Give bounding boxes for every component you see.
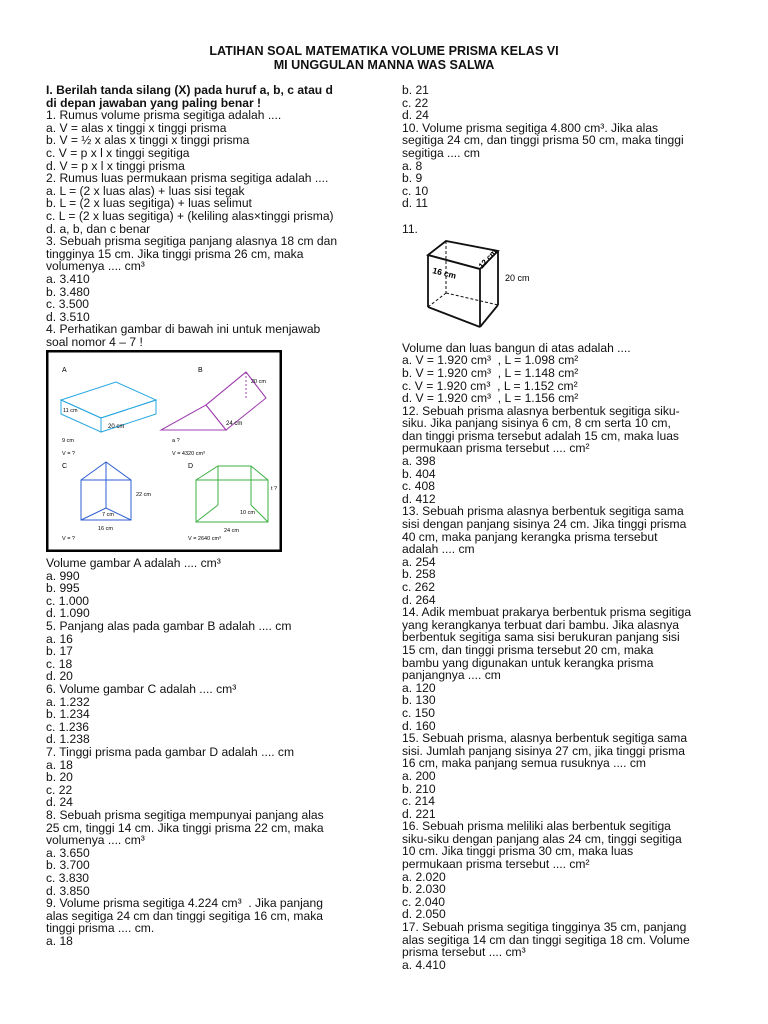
prism-c-height-label: 22 cm <box>136 492 151 499</box>
right-column-line: siku. Jika panjang sisinya 6 cm, 8 cm serta 10 cm, <box>402 416 671 431</box>
left-column-line: d. 3.510 <box>46 309 90 324</box>
title-line-1: LATIHAN SOAL MATEMATIKA VOLUME PRISMA KELAS VI <box>209 44 559 58</box>
prism-c-tri-height-label: 7 cm <box>102 512 114 519</box>
right-column-line: d. 2.050 <box>402 907 446 922</box>
left-column-line: a. 990 <box>46 568 80 583</box>
prism-b-length-label: 24 cm <box>226 421 243 428</box>
left-column-line: b. V = ½ x alas x tinggi x tinggi prisma <box>46 133 250 148</box>
right-column-line: b. V = 1.920 cm³ , L = 1.148 cm² <box>402 365 579 380</box>
left-column-line: a. 16 <box>46 631 73 646</box>
right-column-line: b. 258 <box>402 567 436 582</box>
right-column-questions <box>402 84 732 235</box>
left-column-line: d. 1.090 <box>46 606 90 621</box>
left-column-line: 5. Panjang alas pada gambar B adalah .... cm <box>46 619 292 634</box>
prism-11-height-label: 20 cm <box>505 273 530 284</box>
right-column-line: a. 2.020 <box>402 869 446 884</box>
right-column-line: prisma tersebut .... cm³ <box>402 945 526 960</box>
right-column-line: sisi. Jumlah panjang sisinya 27 cm, jika tinggi prisma <box>402 743 685 758</box>
prism-figure-abcd-svg <box>46 350 282 552</box>
left-column-line: tinggi prisma .... cm. <box>46 921 155 936</box>
left-column-line: a. V = alas x tinggi x tinggi prisma <box>46 120 227 135</box>
left-column-line: 1. Rumus volume prisma segitiga adalah .... <box>46 108 282 123</box>
prism-b-base-label: a ? <box>172 438 180 445</box>
left-column-line: b. 20 <box>46 770 73 785</box>
right-column-line: permukaan prisma tersebut .... cm² <box>402 441 590 456</box>
right-column-line: b. 210 <box>402 781 436 796</box>
right-column-line: b. 130 <box>402 693 436 708</box>
figure-label-b: B <box>198 367 203 375</box>
left-column-line: d. 20 <box>46 669 73 684</box>
right-column-line: permukaan prisma tersebut .... cm² <box>402 857 590 872</box>
left-column-line: a. 18 <box>46 933 73 948</box>
prism-d-volume-label: V = 2640 cm³ <box>188 536 221 543</box>
left-column <box>46 84 364 947</box>
left-column-line: c. 1.236 <box>46 719 90 734</box>
prism-d-tri-height-label: 10 cm <box>240 510 255 517</box>
left-column-line: volumenya .... cm³ <box>46 259 145 274</box>
right-column-line: sisi dengan panjang sisinya 24 cm. Jika tinggi prisma <box>402 517 687 532</box>
left-column-line: c. L = (2 x luas segitiga) + (keliling alas×tinggi prisma) <box>46 208 334 223</box>
left-column-line: a. 3.410 <box>46 271 90 286</box>
left-column-line: 3. Sebuah prisma segitiga panjang alasnya 18 cm dan <box>46 234 338 249</box>
prism-d-base-label: 24 cm <box>224 528 239 535</box>
left-column-line: b. 3.480 <box>46 284 90 299</box>
right-column-line: alas segitiga 14 cm dan tinggi segitiga 18 cm. Volume <box>402 932 690 947</box>
right-column-line: d. 11 <box>402 196 428 211</box>
left-column-line: b. 1.234 <box>46 707 90 722</box>
left-column-line: b. 3.700 <box>46 858 90 873</box>
prism-d-height-label: t ? <box>271 486 278 493</box>
right-column-line: c. 2.040 <box>402 894 446 909</box>
right-column-line: a. 254 <box>402 554 436 569</box>
left-column-line: soal nomor 4 – 7 ! <box>46 334 143 349</box>
right-column-line: 12. Sebuah prisma alasnya berbentuk segitiga siku- <box>402 403 680 418</box>
prism-a-volume-label: V = ? <box>62 451 75 458</box>
prism-a-width-label: 9 cm <box>62 438 74 445</box>
right-column-line: c. 10 <box>402 183 429 198</box>
left-column-line: c. 1.000 <box>46 593 90 608</box>
left-column-line: a. 3.650 <box>46 845 90 860</box>
right-column-line: d. 221 <box>402 806 436 821</box>
left-column-line: b. 995 <box>46 581 80 596</box>
right-column-line: d. 24 <box>402 108 429 123</box>
right-column-line: 13. Sebuah prisma alasnya berbentuk segitiga sama <box>402 504 684 519</box>
left-column-line: d. V = p x l x tinggi prisma <box>46 158 185 173</box>
right-column-line <box>402 210 732 223</box>
right-column-line: a. 398 <box>402 454 436 469</box>
right-column-line: 15. Sebuah prisma, alasnya berbentuk segitiga sama <box>402 731 688 746</box>
prism-figure-11-svg <box>402 237 548 337</box>
right-column-line: 16 cm, maka panjang semua rusuknya .... cm <box>402 756 647 771</box>
right-column-line: b. 9 <box>402 171 423 186</box>
left-column-line: c. V = p x l x tinggi segitiga <box>46 145 190 160</box>
right-column-line: segitiga 24 cm, dan tinggi prisma 50 cm, maka tinggi <box>402 133 684 148</box>
right-column-line: dan tinggi prisma tersebut adalah 15 cm, maka luas <box>402 428 679 443</box>
right-column <box>402 84 732 971</box>
right-column-line: panjangnya .... cm <box>402 668 501 683</box>
left-column-line: d. a, b, dan c benar <box>46 221 151 236</box>
left-column-line: 2. Rumus luas permukaan prisma segitiga adalah .... <box>46 171 329 186</box>
figure-label-c: C <box>62 463 68 471</box>
left-column-line: b. L = (2 x luas segitiga) + luas selimut <box>46 196 252 211</box>
left-column-line: tingginya 15 cm. Jika tinggi prisma 26 cm, maka <box>46 246 304 261</box>
right-column-line: c. 150 <box>402 705 435 720</box>
right-column-line: 10 cm. Jika tinggi prisma 30 cm, maka luas <box>402 844 634 859</box>
prism-b-height-label: 20 cm <box>251 379 266 386</box>
right-column-line: c. 262 <box>402 580 435 594</box>
right-column-line: b. 2.030 <box>402 882 446 897</box>
right-column-line: 10. Volume prisma segitiga 4.800 cm³. Jika alas <box>402 120 659 135</box>
title-line-2: MI UNGGULAN MANNA WAS SALWA <box>273 58 495 72</box>
left-column-line: c. 3.830 <box>46 870 90 885</box>
right-column-line: 17. Sebuah prisma segitiga tingginya 35 cm, panjang <box>402 920 687 935</box>
right-column-line: 11. <box>402 221 418 236</box>
right-column-line: c. 22 <box>402 95 429 110</box>
left-column-line: a. 18 <box>46 757 73 772</box>
left-column-line: alas segitiga 24 cm dan tinggi segitiga 16 cm, maka <box>46 908 323 923</box>
right-column-line: c. V = 1.920 cm³ , L = 1.152 cm² <box>402 378 578 393</box>
left-column-line: c. 3.500 <box>46 297 90 312</box>
left-column-line: Volume gambar A adalah .... cm³ <box>46 556 221 571</box>
figure-label-d: D <box>188 463 194 471</box>
right-column-line: adalah .... cm <box>402 542 475 557</box>
left-column-line: d. 24 <box>46 795 73 810</box>
right-column-line: a. 200 <box>402 768 436 783</box>
right-column-line: bambu yang digunakan untuk kerangka prisma <box>402 655 654 670</box>
left-column-line: d. 3.850 <box>46 883 90 898</box>
left-column-line: 7. Tinggi prisma pada gambar D adalah .... cm <box>46 744 295 759</box>
right-column-line: 15 cm, dan tinggi prisma tersebut 20 cm, maka <box>402 642 654 657</box>
right-column-line: b. 21 <box>402 83 429 97</box>
right-column-line: yang kerangkanya terbuat dari bambu. Jika alasnya <box>402 617 679 632</box>
right-column-line: siku-siku dengan panjang alas 24 cm, tinggi segitiga <box>402 831 682 846</box>
figure-label-a: A <box>62 367 67 375</box>
prism-b-volume-label: V = 4320 cm³ <box>172 451 205 458</box>
right-column-line: b. 404 <box>402 466 436 481</box>
prism-11-length-label: 16 cm <box>431 265 458 281</box>
right-column-line: 40 cm, maka panjang kerangka prisma tersebut <box>402 529 658 544</box>
left-column-line: 6. Volume gambar C adalah .... cm³ <box>46 682 237 696</box>
right-column-line: Volume dan luas bangun di atas adalah .... <box>402 340 631 355</box>
right-column-line: a. 8 <box>402 158 423 173</box>
left-column-line: d. 1.238 <box>46 732 90 747</box>
right-column-line: 14. Adik membuat prakarya berbentuk prisma segitiga <box>402 605 692 620</box>
prism-11-width-label: 12 cm <box>476 247 499 271</box>
left-column-line: 4. Perhatikan gambar di bawah ini untuk menjawab <box>46 322 321 337</box>
right-column-line: c. 214 <box>402 794 435 809</box>
left-column-line: c. 22 <box>46 782 73 797</box>
right-column-line: a. V = 1.920 cm³ , L = 1.098 cm² <box>402 353 579 368</box>
left-column-line: a. L = (2 x luas alas) + luas sisi tegak <box>46 183 245 198</box>
right-column-questions-continued <box>402 342 732 972</box>
prism-c-base-label: 16 cm <box>98 526 113 533</box>
left-column-line: 9. Volume prisma segitiga 4.224 cm³ . Jika panjang <box>46 896 323 911</box>
right-column-line: a. 4.410 <box>402 957 446 972</box>
prism-figure-abcd <box>46 350 364 555</box>
left-column-line: b. 17 <box>46 644 73 659</box>
left-column-questions <box>46 84 364 348</box>
right-column-line: a. 120 <box>402 680 436 695</box>
right-column-line: d. 160 <box>402 718 436 733</box>
prism-a-height-label: 11 cm <box>63 408 78 415</box>
right-column-line: d. 264 <box>402 592 436 607</box>
left-column-line: 25 cm, tinggi 14 cm. Jika tinggi prisma 22 cm, maka <box>46 820 324 835</box>
left-column-line: di depan jawaban yang paling benar ! <box>46 95 262 110</box>
right-column-line: d. 412 <box>402 491 436 506</box>
left-column-questions-continued <box>46 557 364 947</box>
left-column-line: a. 1.232 <box>46 694 90 709</box>
left-column-line: I. Berilah tanda silang (X) pada huruf a, b, c atau d <box>46 83 333 97</box>
right-column-line: segitiga .... cm <box>402 145 480 160</box>
prism-c-volume-label: V = ? <box>62 536 75 543</box>
right-column-line: c. 408 <box>402 479 435 494</box>
prism-a-length-label: 20 cm <box>108 424 125 431</box>
right-column-line: d. V = 1.920 cm³ , L = 1.156 cm² <box>402 391 579 406</box>
right-column-line: berbentuk segitiga sama sisi berukuran panjang sisi <box>402 630 680 645</box>
left-column-line: c. 18 <box>46 656 73 671</box>
left-column-line: volumenya .... cm³ <box>46 833 145 848</box>
right-column-line: 16. Sebuah prisma meliliki alas berbentuk segitiga <box>402 819 671 834</box>
prism-figure-11 <box>402 237 732 340</box>
left-column-line: 8. Sebuah prisma segitiga mempunyai panjang alas <box>46 807 324 822</box>
